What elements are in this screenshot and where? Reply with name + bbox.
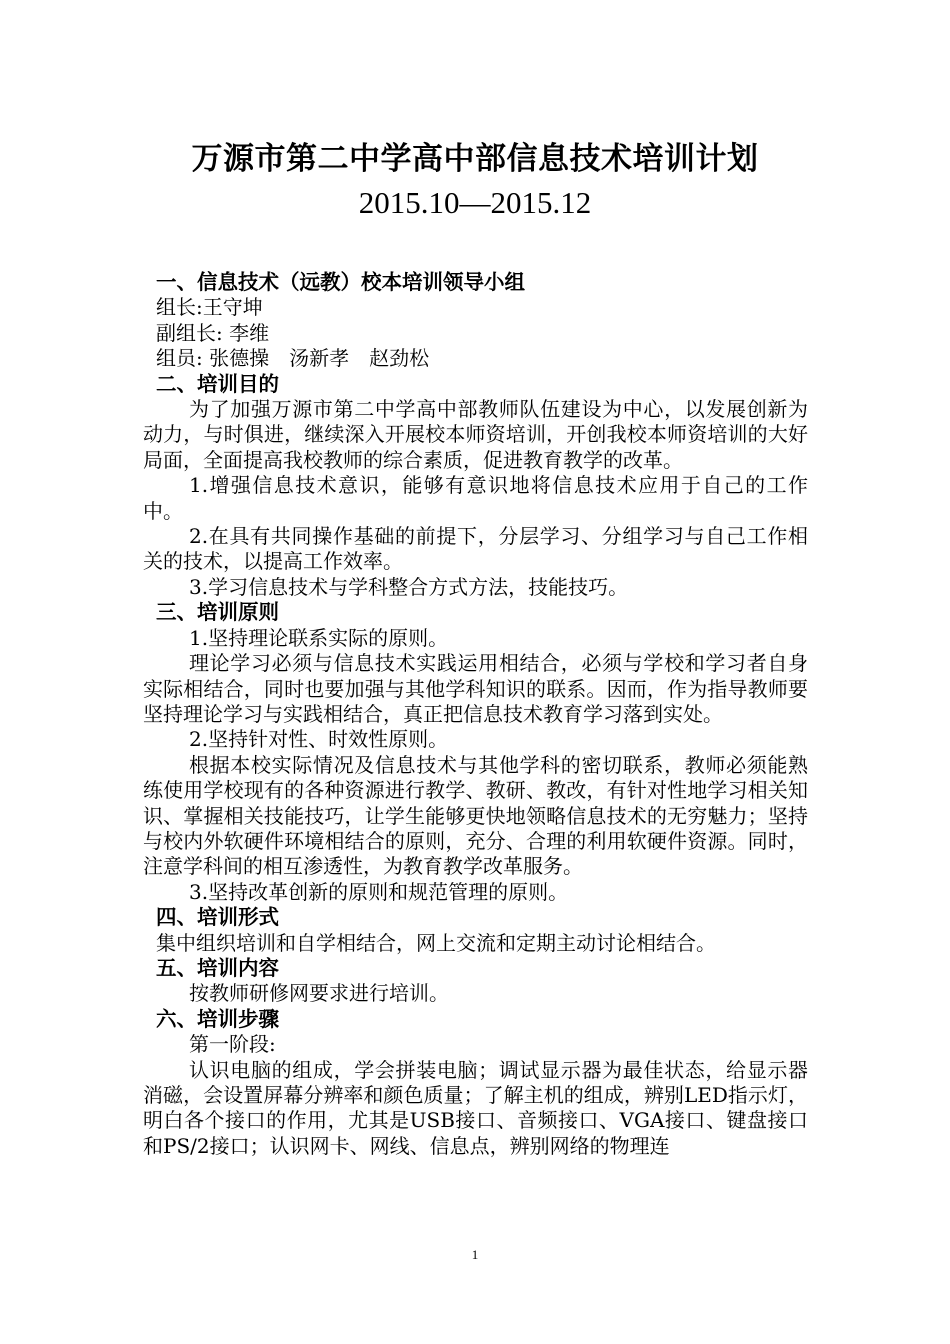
- stage-1-text: 认识电脑的组成，学会拼装电脑；调试显示器为最佳状态，给显示器消磁，会设置屏幕分辨率和颜色质量；了解主机的组成，辨别LED指示灯，明白各个接口的作用，尤其是USB接口、音频接口、VGA接口、键盘接口和PS/2接口；认识网卡、网线、信息点，辨别网络的物理连: [143, 1057, 808, 1158]
- section-heading-4: 四、培训形式: [156, 905, 279, 930]
- section-heading-3: 三、培训原则: [156, 600, 279, 625]
- purpose-item-3: 3.学习信息技术与学科整合方式方法，技能技巧。: [189, 574, 629, 599]
- principle-1-title: 1.坚持理论联系实际的原则。: [189, 625, 449, 650]
- section-heading-6: 六、培训步骤: [156, 1006, 279, 1031]
- principle-1-text: 理论学习必须与信息技术实践运用相结合，必须与学校和学习者自身实际相结合，同时也要加强与其他学科知识的联系。因而，作为指导教师要坚持理论学习与实践相结合，真正把信息技术教育学习落到实处。: [143, 651, 808, 726]
- purpose-intro: 为了加强万源市第二中学高中部教师队伍建设为中心，以发展创新为动力，与时俱进，继续深入开展校本师资培训，开创我校本师资培训的大好局面，全面提高我校教师的综合素质，促进教育教学的改革。: [143, 397, 808, 472]
- leader-line: 组长:王守坤: [156, 295, 263, 320]
- format-text: 集中组织培训和自学相结合，网上交流和定期主动讨论相结合。: [156, 930, 716, 955]
- vice-leader-line: 副组长: 李维: [156, 320, 270, 345]
- section-heading-2: 二、培训目的: [156, 371, 279, 396]
- section-heading-5: 五、培训内容: [156, 955, 279, 980]
- purpose-item-1: 1.增强信息技术意识，能够有意识地将信息技术应用于自己的工作中。: [143, 473, 808, 523]
- section-heading-1: 一、信息技术（远教）校本培训领导小组: [156, 270, 525, 294]
- principle-3-title: 3.坚持改革创新的原则和规范管理的原则。: [189, 879, 569, 904]
- content-text: 按教师研修网要求进行培训。: [189, 981, 449, 1006]
- principle-2-text: 根据本校实际情况及信息技术与其他学科的密切联系，教师必须能熟练使用学校现有的各种资源进行教学、教研、教改，有针对性地学习相关知识、掌握相关技能技巧，让学生能够更快地领略信息技术的无穷魅力；坚持与校内外软硬件环境相结合的原则，充分、合理的利用软硬件资源。同时，注意学科间的相互渗透性，为教育教学改革服务。: [143, 752, 808, 879]
- page-number: 1: [471, 1247, 479, 1262]
- purpose-item-2: 2.在具有共同操作基础的前提下，分层学习、分组学习与自己工作相关的技术，以提高工作效率。: [143, 524, 808, 574]
- members-line: 组员: 张德操 汤新孝 赵劲松: [156, 346, 430, 371]
- principle-2-title: 2.坚持针对性、时效性原则。: [189, 727, 449, 752]
- stage-1-label: 第一阶段:: [189, 1032, 276, 1057]
- date-range: 2015.10—2015.12: [358, 185, 592, 220]
- document-title: 万源市第二中学高中部信息技术培训计划: [191, 141, 759, 177]
- document-body: [143, 270, 808, 1159]
